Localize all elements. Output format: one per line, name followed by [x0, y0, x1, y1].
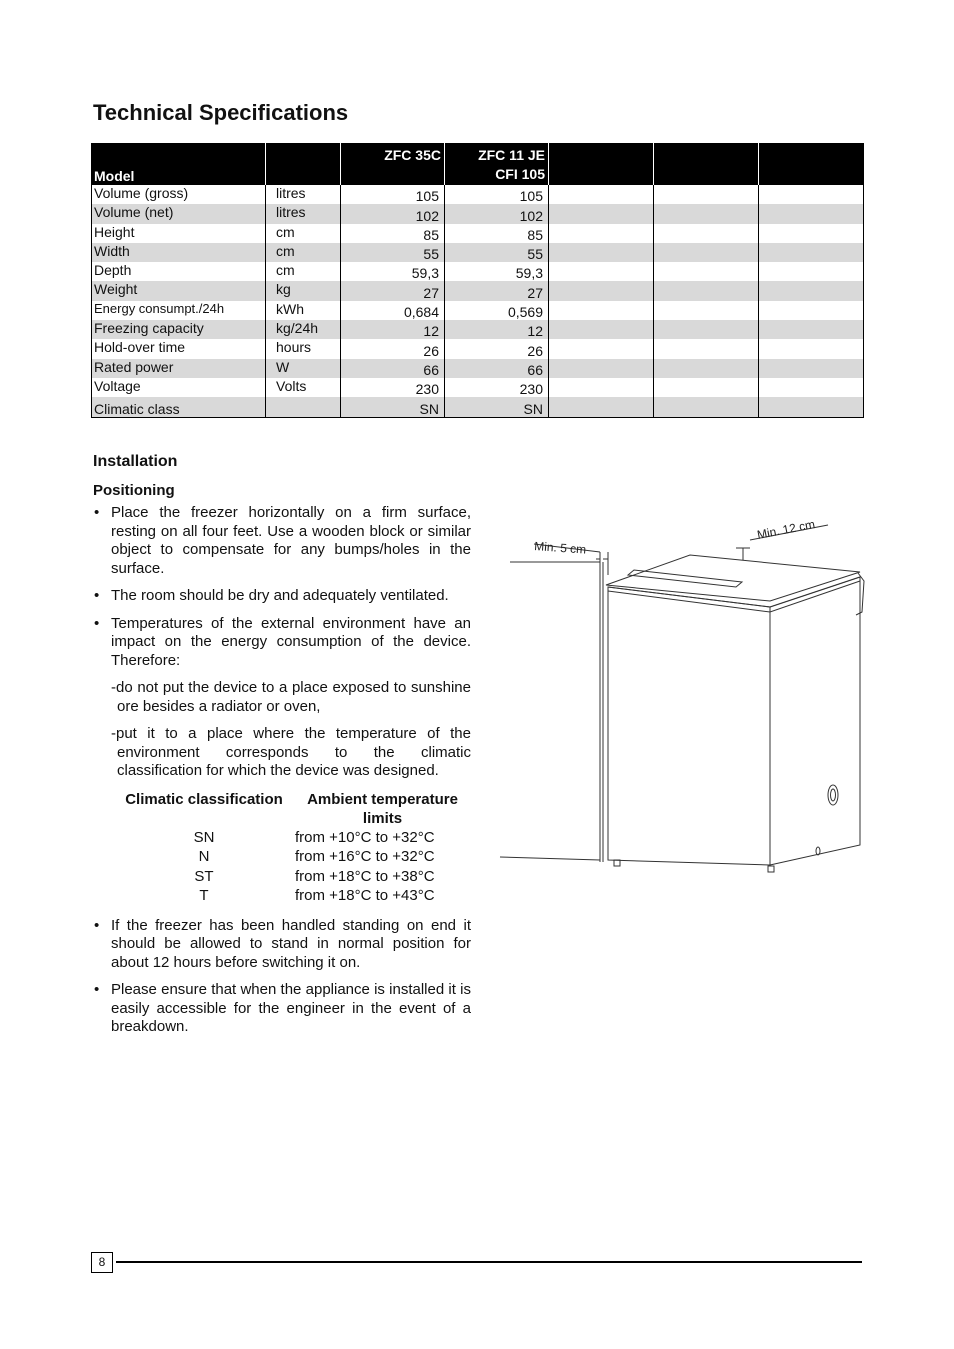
- table-row: [92, 243, 864, 262]
- lid-gasket: [608, 581, 860, 612]
- row-unit: litres: [266, 185, 341, 204]
- header-empty-3: [759, 143, 864, 185]
- table-row: [92, 339, 864, 358]
- row-empty: [549, 224, 654, 243]
- row-empty: [654, 301, 759, 320]
- row-unit: cm: [266, 224, 341, 243]
- lid-handle: [628, 570, 742, 587]
- climate-class: T: [199, 887, 209, 904]
- row-empty: [654, 397, 759, 417]
- row-empty: [759, 378, 864, 397]
- dash-item: -put it to a place where the temperature of the environment corresponds to the climatic classification for which the device was designed.: [111, 725, 471, 779]
- row-label: Depth: [94, 262, 132, 279]
- table-row: [92, 359, 864, 378]
- row-value-2: 85: [445, 224, 549, 243]
- positioning-list: [93, 504, 471, 670]
- page-title: Technical Specifications: [93, 100, 349, 125]
- climate-header-range: Ambient temperature limits: [307, 790, 458, 827]
- list-item-text: Please ensure that when the appliance is installed it is easily accessible for the engineer in the event of a breakdown.: [111, 981, 471, 1035]
- top-clearance-marker: [736, 548, 750, 560]
- row-empty: [759, 339, 864, 358]
- climate-class: N: [198, 848, 210, 865]
- freezer-front: [608, 587, 770, 865]
- list-item: [93, 917, 471, 973]
- positioning-heading: Positioning: [93, 482, 175, 499]
- row-label: Height: [94, 223, 135, 240]
- row-value-2: 55: [445, 243, 549, 262]
- row-value-1: 105: [341, 185, 445, 204]
- row-empty: [654, 262, 759, 281]
- climate-header-class: Climatic classification: [125, 790, 283, 808]
- thermostat-knob: [828, 785, 838, 805]
- thermostat-knob-inner: [831, 789, 836, 801]
- min-top-label: Min. 12 cm: [755, 517, 817, 542]
- header-empty-2: [654, 143, 759, 185]
- table-row: [113, 847, 470, 867]
- technical-specifications-table: [91, 143, 864, 418]
- row-value-1: 85: [341, 224, 445, 243]
- indicator-light: [816, 847, 820, 855]
- row-empty: [654, 204, 759, 223]
- header-empty-1: [549, 143, 654, 185]
- row-empty: [654, 185, 759, 204]
- positioning-text: [93, 504, 471, 1046]
- climate-class: SN: [193, 828, 215, 846]
- row-unit: kg/24h: [266, 320, 341, 339]
- page-number: 8: [91, 1252, 113, 1273]
- bullet-icon: •: [94, 587, 100, 604]
- row-empty: [549, 339, 654, 358]
- table-row: [92, 301, 864, 320]
- row-empty: [549, 281, 654, 300]
- row-empty: [549, 320, 654, 339]
- freezer-side: [770, 577, 860, 865]
- header-model: Model: [92, 143, 266, 185]
- table-row: [92, 224, 864, 243]
- row-value-2: 230: [445, 378, 549, 397]
- floor-line: [500, 857, 600, 860]
- row-value-1: 102: [341, 204, 445, 223]
- installation-heading: Installation: [93, 453, 178, 470]
- climate-header-row: [113, 790, 470, 828]
- row-empty: [759, 185, 864, 204]
- list-item: [93, 981, 471, 1037]
- list-item: [93, 615, 471, 671]
- table-row: [92, 320, 864, 339]
- row-empty: [759, 320, 864, 339]
- header-model-1: [341, 143, 445, 185]
- row-unit: kg: [266, 281, 341, 300]
- row-label: Climatic class: [92, 397, 266, 417]
- foot: [614, 860, 620, 866]
- positioning-list-2: [93, 917, 471, 1037]
- row-label: Weight: [92, 281, 266, 300]
- row-value-2: 0,569: [445, 301, 549, 320]
- header-unit: [266, 143, 341, 185]
- row-empty: [549, 359, 654, 378]
- row-empty: [759, 262, 864, 281]
- row-label: Width: [92, 243, 266, 262]
- row-value-1: 26: [341, 339, 445, 358]
- table-row: [113, 828, 470, 848]
- table-row: [113, 867, 470, 887]
- table-row: [92, 378, 864, 397]
- bullet-icon: •: [94, 614, 100, 632]
- row-value-2: 102: [445, 204, 549, 223]
- row-empty: [654, 359, 759, 378]
- freezer-clearance-illustration: [498, 515, 870, 880]
- row-empty: [654, 224, 759, 243]
- row-empty: [549, 301, 654, 320]
- row-label: Hold-over time: [94, 339, 186, 356]
- dash-item: -do not put the device to a place exposed to sunshine ore besides a radiator or oven,: [111, 679, 471, 715]
- row-value-2: 59,3: [445, 262, 549, 281]
- row-empty: [549, 262, 654, 281]
- row-empty: [759, 359, 864, 378]
- min-side-label: Min. 5 cm: [533, 539, 587, 557]
- row-unit: Volts: [266, 378, 341, 397]
- row-value-2: 66: [445, 359, 549, 378]
- row-unit: W: [266, 359, 341, 378]
- foot: [768, 866, 774, 872]
- row-empty: [654, 339, 759, 358]
- bullet-icon: •: [94, 504, 100, 521]
- row-unit: cm: [266, 262, 341, 281]
- climate-range: from +18°C to +43°C: [295, 887, 435, 904]
- row-value-2: 27: [445, 281, 549, 300]
- header-model-1-line1: ZFC 35C: [384, 147, 441, 163]
- row-empty: [759, 301, 864, 320]
- list-item: [93, 587, 471, 606]
- row-label: Energy consumpt./24h: [94, 300, 225, 316]
- row-unit: kWh: [266, 301, 341, 320]
- row-unit: cm: [266, 243, 341, 262]
- list-item-text: Temperatures of the external environment have an impact on the energy consumption of the device. Therefore:: [111, 614, 471, 669]
- header-model-2-line2: CFI 105: [495, 166, 545, 182]
- row-label: Volume (net): [92, 204, 266, 223]
- row-value-1: 0,684: [341, 301, 445, 320]
- header-model-2-line1: ZFC 11 JE: [478, 147, 545, 163]
- table-row: [92, 185, 864, 204]
- row-empty: [549, 243, 654, 262]
- bullet-icon: •: [94, 916, 100, 934]
- climate-range: from +18°C to +38°C: [295, 867, 435, 885]
- climate-range: from +16°C to +32°C: [295, 848, 435, 865]
- table-row: [92, 262, 864, 281]
- row-unit: hours: [266, 339, 341, 358]
- list-item-text: Place the freezer horizontally on a firm surface, resting on all four feet. Use a wooden block or similar object to compensate for any bumps/holes in the surface.: [111, 504, 471, 577]
- row-empty: [759, 224, 864, 243]
- row-label: Volume (gross): [94, 185, 189, 201]
- row-label: Freezing capacity: [92, 320, 266, 339]
- table-row: [92, 204, 864, 223]
- climate-range: from +10°C to +32°C: [295, 828, 435, 846]
- list-item: [93, 504, 471, 578]
- row-value-2: 26: [445, 339, 549, 358]
- row-empty: [654, 281, 759, 300]
- row-empty: [759, 281, 864, 300]
- row-empty: [654, 320, 759, 339]
- header-model-2: [445, 143, 549, 185]
- row-label: Rated power: [92, 359, 266, 378]
- row-value-1: 59,3: [341, 262, 445, 281]
- row-empty: [654, 243, 759, 262]
- list-item-text: If the freezer has been handled standing on end it should be allowed to stand in normal position for about 12 hours before switching it on.: [111, 916, 471, 971]
- row-empty: [549, 204, 654, 223]
- row-empty: [759, 397, 864, 417]
- table-header-row: [92, 143, 864, 185]
- row-unit: litres: [266, 204, 341, 223]
- row-empty: [654, 378, 759, 397]
- row-value-2: SN: [445, 397, 549, 417]
- row-empty: [759, 204, 864, 223]
- table-row: [92, 397, 864, 417]
- row-value-1: 55: [341, 243, 445, 262]
- table-row: [113, 886, 470, 906]
- row-label: Voltage: [94, 377, 141, 394]
- row-empty: [759, 243, 864, 262]
- footer-rule: [116, 1261, 862, 1263]
- table-row: [92, 281, 864, 300]
- row-empty: [549, 185, 654, 204]
- row-unit: [266, 397, 341, 417]
- row-empty: [549, 378, 654, 397]
- row-value-1: 66: [341, 359, 445, 378]
- row-value-1: 12: [341, 320, 445, 339]
- climatic-classification-table: [113, 790, 470, 906]
- list-item-text: The room should be dry and adequately ventilated.: [111, 587, 449, 604]
- row-value-2: 105: [445, 185, 549, 204]
- row-value-2: 12: [445, 320, 549, 339]
- row-empty: [549, 397, 654, 417]
- row-value-1: SN: [341, 397, 445, 417]
- bullet-icon: •: [94, 981, 100, 998]
- row-value-1: 27: [341, 281, 445, 300]
- climate-class: ST: [194, 867, 214, 885]
- row-value-1: 230: [341, 378, 445, 397]
